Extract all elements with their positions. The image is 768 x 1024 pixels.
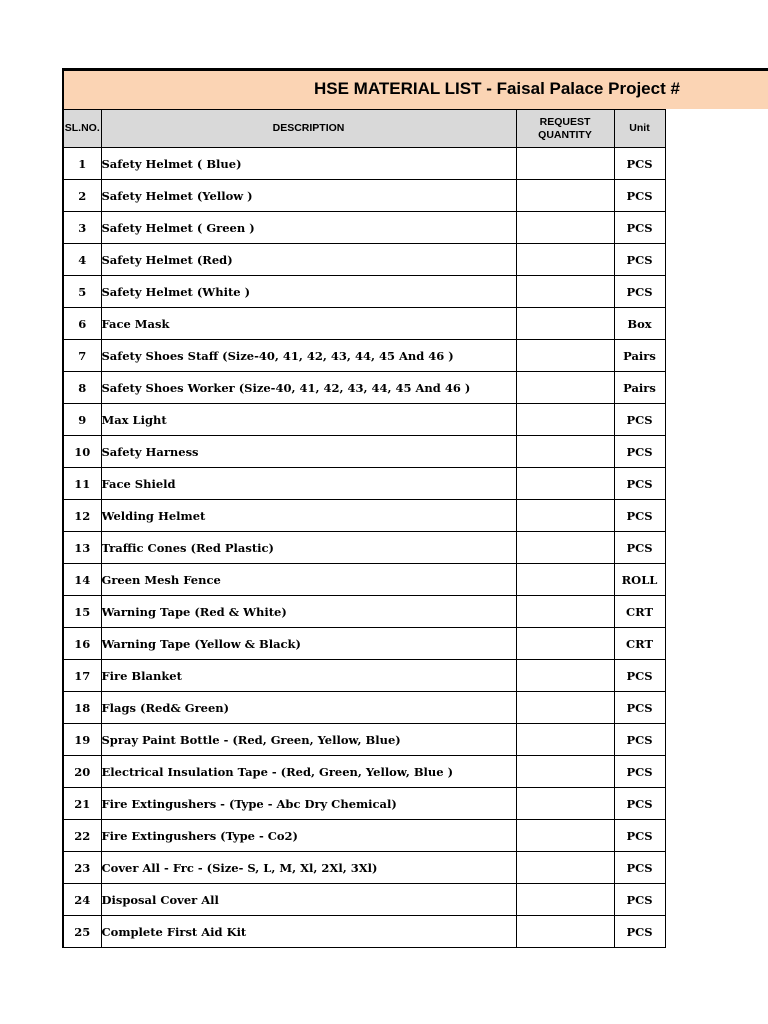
row-request-quantity — [516, 692, 614, 724]
row-request-quantity — [516, 308, 614, 340]
table-row — [63, 308, 665, 340]
table-row — [63, 724, 665, 756]
table-row — [63, 500, 665, 532]
row-unit: PCS — [614, 852, 665, 884]
table-row — [63, 372, 665, 404]
row-unit: CRT — [614, 628, 665, 660]
row-unit: ROLL — [614, 564, 665, 596]
row-unit: PCS — [614, 436, 665, 468]
row-number: 18 — [63, 692, 101, 724]
row-number: 22 — [63, 820, 101, 852]
row-unit: PCS — [614, 756, 665, 788]
table-row — [63, 532, 665, 564]
row-number: 20 — [63, 756, 101, 788]
table-row — [63, 916, 665, 948]
row-description: Max Light — [101, 404, 516, 436]
table-row — [63, 436, 665, 468]
row-number: 15 — [63, 596, 101, 628]
row-unit: PCS — [614, 660, 665, 692]
table-row — [63, 276, 665, 308]
row-number: 25 — [63, 916, 101, 948]
row-request-quantity — [516, 212, 614, 244]
row-unit: PCS — [614, 916, 665, 948]
table-row — [63, 628, 665, 660]
row-description: Warning Tape (Red & White) — [101, 596, 516, 628]
table-row — [63, 852, 665, 884]
row-number: 9 — [63, 404, 101, 436]
header-row — [63, 110, 665, 148]
row-number: 10 — [63, 436, 101, 468]
row-description: Fire Blanket — [101, 660, 516, 692]
row-unit: PCS — [614, 404, 665, 436]
row-unit: PCS — [614, 884, 665, 916]
row-description: Disposal Cover All — [101, 884, 516, 916]
row-description: Face Mask — [101, 308, 516, 340]
row-request-quantity — [516, 244, 614, 276]
row-description: Traffic Cones (Red Plastic) — [101, 532, 516, 564]
row-unit: PCS — [614, 468, 665, 500]
row-request-quantity — [516, 372, 614, 404]
table-row — [63, 468, 665, 500]
header-request-quantity-line2: QUANTITY — [538, 128, 592, 141]
row-request-quantity — [516, 436, 614, 468]
row-request-quantity — [516, 660, 614, 692]
row-request-quantity — [516, 852, 614, 884]
row-description: Green Mesh Fence — [101, 564, 516, 596]
table-row — [63, 788, 665, 820]
row-request-quantity — [516, 628, 614, 660]
table-row — [63, 820, 665, 852]
table-row — [63, 660, 665, 692]
row-number: 1 — [63, 148, 101, 180]
row-request-quantity — [516, 468, 614, 500]
row-unit: Pairs — [614, 340, 665, 372]
header-request-quantity — [516, 110, 614, 148]
row-description: Fire Extingushers - (Type - Abc Dry Chemical) — [101, 788, 516, 820]
row-description: Safety Helmet (Red) — [101, 244, 516, 276]
table-row — [63, 756, 665, 788]
row-description: Complete First Aid Kit — [101, 916, 516, 948]
table-row — [63, 596, 665, 628]
row-request-quantity — [516, 724, 614, 756]
row-description: Warning Tape (Yellow & Black) — [101, 628, 516, 660]
row-description: Safety Harness — [101, 436, 516, 468]
row-number: 21 — [63, 788, 101, 820]
row-number: 4 — [63, 244, 101, 276]
table-row — [63, 244, 665, 276]
row-unit: PCS — [614, 724, 665, 756]
row-unit: PCS — [614, 276, 665, 308]
table-row — [63, 148, 665, 180]
row-number: 23 — [63, 852, 101, 884]
row-unit: PCS — [614, 692, 665, 724]
row-description: Electrical Insulation Tape - (Red, Green, Yellow, Blue ) — [101, 756, 516, 788]
row-request-quantity — [516, 788, 614, 820]
table-row — [63, 564, 665, 596]
row-unit: CRT — [614, 596, 665, 628]
row-description: Safety Shoes Worker (Size-40, 41, 42, 43, 44, 45 And 46 ) — [101, 372, 516, 404]
row-description: Flags (Red& Green) — [101, 692, 516, 724]
material-table — [62, 109, 666, 948]
row-request-quantity — [516, 884, 614, 916]
row-request-quantity — [516, 564, 614, 596]
row-request-quantity — [516, 820, 614, 852]
row-number: 24 — [63, 884, 101, 916]
row-number: 6 — [63, 308, 101, 340]
row-description: Safety Helmet (White ) — [101, 276, 516, 308]
table-row — [63, 180, 665, 212]
row-request-quantity — [516, 340, 614, 372]
row-request-quantity — [516, 404, 614, 436]
row-number: 3 — [63, 212, 101, 244]
row-description: Safety Helmet ( Blue) — [101, 148, 516, 180]
header-sl-no: SL.NO. — [63, 110, 101, 148]
table-row — [63, 692, 665, 724]
table-row — [63, 884, 665, 916]
header-request-quantity-line1: REQUEST — [539, 115, 591, 128]
table-row — [63, 404, 665, 436]
row-description: Safety Helmet ( Green ) — [101, 212, 516, 244]
row-unit: PCS — [614, 532, 665, 564]
row-request-quantity — [516, 756, 614, 788]
header-unit: Unit — [614, 110, 665, 148]
row-description: Welding Helmet — [101, 500, 516, 532]
row-description: Spray Paint Bottle - (Red, Green, Yellow, Blue) — [101, 724, 516, 756]
row-number: 2 — [63, 180, 101, 212]
row-number: 19 — [63, 724, 101, 756]
row-description: Fire Extingushers (Type - Co2) — [101, 820, 516, 852]
row-request-quantity — [516, 276, 614, 308]
row-request-quantity — [516, 180, 614, 212]
row-number: 11 — [63, 468, 101, 500]
row-unit: Box — [614, 308, 665, 340]
row-request-quantity — [516, 532, 614, 564]
row-number: 5 — [63, 276, 101, 308]
row-unit: PCS — [614, 212, 665, 244]
row-request-quantity — [516, 596, 614, 628]
table-row — [63, 212, 665, 244]
row-unit: Pairs — [614, 372, 665, 404]
row-number: 16 — [63, 628, 101, 660]
row-unit: PCS — [614, 788, 665, 820]
row-unit: PCS — [614, 148, 665, 180]
row-unit: PCS — [614, 180, 665, 212]
row-description: Safety Helmet (Yellow ) — [101, 180, 516, 212]
row-number: 8 — [63, 372, 101, 404]
row-number: 17 — [63, 660, 101, 692]
document-title: HSE MATERIAL LIST - Faisal Palace Project # — [314, 79, 680, 98]
row-number: 7 — [63, 340, 101, 372]
row-request-quantity — [516, 148, 614, 180]
row-unit: PCS — [614, 244, 665, 276]
header-description: DESCRIPTION — [101, 110, 516, 148]
row-number: 12 — [63, 500, 101, 532]
row-description: Face Shield — [101, 468, 516, 500]
row-description: Cover All - Frc - (Size- S, L, M, Xl, 2Xl, 3Xl) — [101, 852, 516, 884]
row-number: 13 — [63, 532, 101, 564]
row-request-quantity — [516, 500, 614, 532]
row-unit: PCS — [614, 500, 665, 532]
title-band — [62, 68, 768, 109]
row-request-quantity — [516, 916, 614, 948]
row-unit: PCS — [614, 820, 665, 852]
table-body — [63, 148, 665, 948]
row-number: 14 — [63, 564, 101, 596]
row-description: Safety Shoes Staff (Size-40, 41, 42, 43, 44, 45 And 46 ) — [101, 340, 516, 372]
table-row — [63, 340, 665, 372]
